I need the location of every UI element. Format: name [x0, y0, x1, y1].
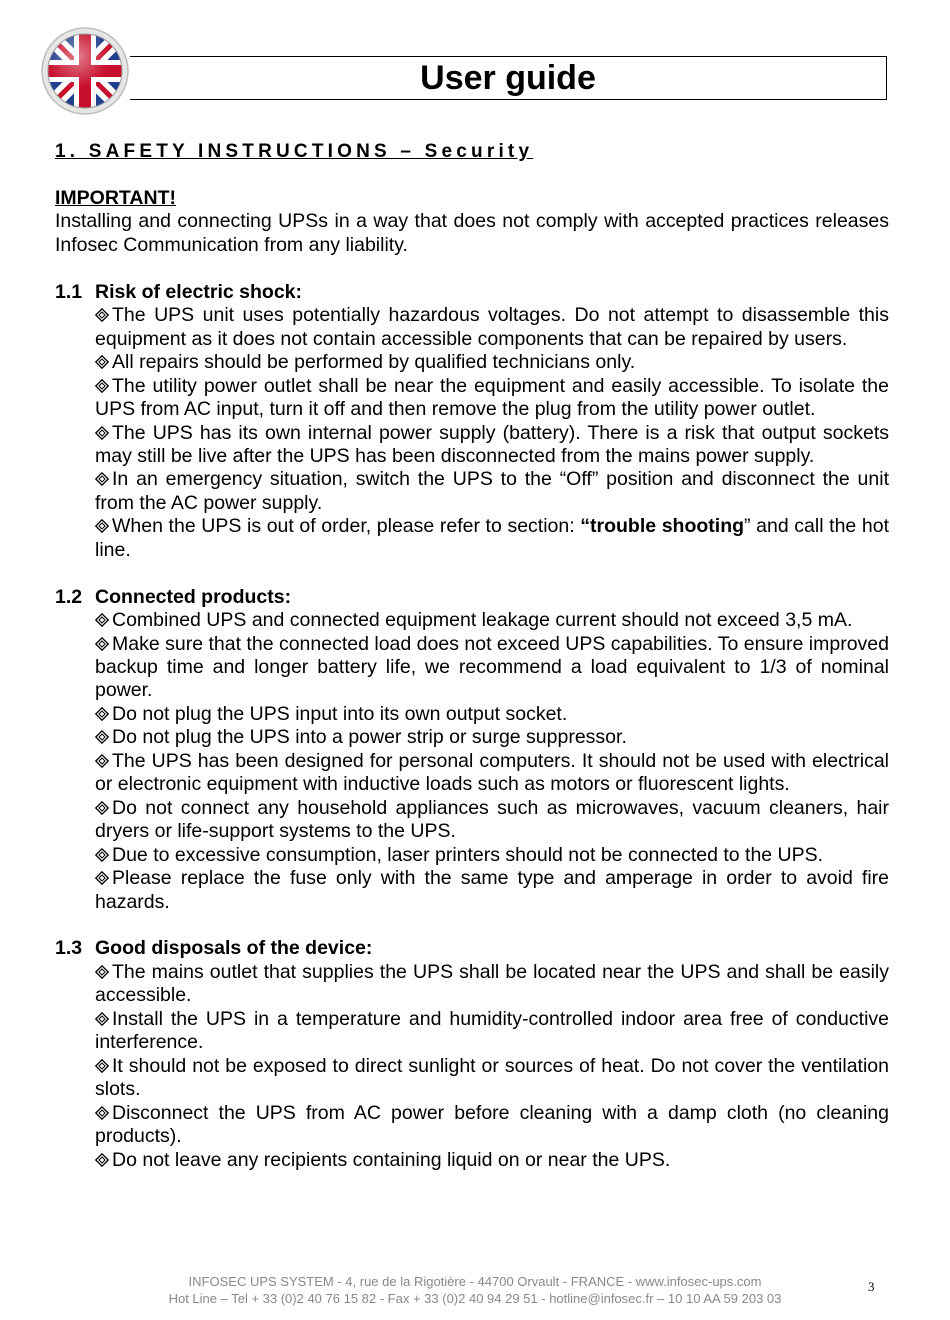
- bullet-text: In an emergency situation, switch the UPS to the “Off” position and disconnect the unit from the AC power supply.: [95, 468, 889, 514]
- bullet-text: All repairs should be performed by qualified technicians only.: [112, 351, 636, 374]
- diamond-bullet-icon: [95, 376, 109, 390]
- diamond-bullet-icon: [95, 469, 109, 483]
- important-text: Installing and connecting UPSs in a way that does not comply with accepted practices releases Infosec Communication from any liability.: [55, 210, 889, 256]
- uk-flag-icon: [40, 26, 130, 116]
- bullet-text: Combined UPS and connected equipment leakage current should not exceed 3,5 mA.: [112, 609, 853, 632]
- bullet-item: [95, 304, 889, 351]
- subsection-title: Risk of electric shock:: [95, 280, 302, 303]
- diamond-bullet-icon: [95, 751, 109, 765]
- bullet-text: Due to excessive consumption, laser printers should not be connected to the UPS.: [112, 843, 824, 866]
- page-title: User guide: [420, 58, 596, 97]
- section-heading: 1. SAFETY INSTRUCTIONS – Security: [55, 141, 534, 162]
- bullet-text: The utility power outlet shall be near the equipment and easily accessible. To isolate the UPS from AC input, turn it off and then remove the plug from the utility power outlet.: [95, 374, 889, 421]
- bullet-text: ” and call the hot line.: [95, 515, 889, 561]
- diamond-bullet-icon: [95, 352, 109, 366]
- title-box: [130, 56, 887, 100]
- bullet-text: The UPS unit uses potentially hazardous voltages. Do not attempt to disassemble this equipment as it does not contain accessible components that can be repaired by users.: [95, 304, 889, 350]
- page-number: 3: [868, 1279, 875, 1294]
- bullet-text: The mains outlet that supplies the UPS shall be located near the UPS and shall be easily accessible.: [95, 960, 889, 1007]
- bullet-item: [95, 1008, 889, 1055]
- subsection-number: 1.1: [55, 280, 83, 303]
- subsection-heading: [55, 586, 889, 609]
- bullet-item: [95, 515, 889, 562]
- diamond-bullet-icon: [95, 868, 109, 882]
- bullet-text: Install the UPS in a temperature and humidity-controlled indoor area free of conductive interference.: [95, 1007, 889, 1054]
- bullet-item: [95, 351, 889, 374]
- bullet-item: [95, 703, 889, 726]
- bullet-text: When the UPS is out of order, please refer to section:: [112, 515, 581, 538]
- bullet-item: [95, 961, 889, 1008]
- subsection-heading: [55, 281, 889, 304]
- footer-address: INFOSEC UPS SYSTEM - 4, rue de la Rigotière - 44700 Orvault - FRANCE - www.infosec-ups.com: [188, 1274, 762, 1289]
- subsections: [55, 281, 889, 1172]
- bullet-text: Make sure that the connected load does not exceed UPS capabilities. To ensure improved backup time and longer battery life, we recommend a load equivalent to 1/3 of nominal power.: [95, 632, 889, 702]
- bullet-item: [95, 1055, 889, 1102]
- bullet-list: [95, 304, 889, 562]
- bullet-item: [95, 468, 889, 515]
- bullet-text: The UPS has its own internal power supply (battery). There is a risk that output sockets may still be live after the UPS has been disconnected from the mains power supply.: [95, 421, 889, 467]
- diamond-bullet-icon: [95, 845, 109, 859]
- subsection-title: Good disposals of the device:: [95, 937, 373, 960]
- diamond-bullet-icon: [95, 798, 109, 812]
- subsection-title: Connected products:: [95, 585, 292, 608]
- bullet-item: [95, 422, 889, 469]
- diamond-bullet-icon: [95, 727, 109, 741]
- subsection-number: 1.3: [55, 937, 83, 960]
- bullet-text: Do not plug the UPS into a power strip or surge suppressor.: [112, 726, 627, 749]
- document-body: [55, 187, 889, 1172]
- diamond-bullet-icon: [95, 516, 109, 530]
- diamond-bullet-icon: [95, 1103, 109, 1117]
- bullet-item: [95, 867, 889, 914]
- bullet-text: The UPS has been designed for personal computers. It should not be used with electrical or electronic equipment with inductive loads such as motors or fluorescent lights.: [95, 749, 889, 796]
- footer-hotline: Hot Line – Tel + 33 (0)2 40 76 15 82 - Fax + 33 (0)2 40 94 29 51 - hotline@infosec.fr – 10 10 AA 59 203 03: [168, 1291, 782, 1306]
- bullet-item: [95, 726, 889, 749]
- diamond-bullet-icon: [95, 1056, 109, 1070]
- bullet-text: Do not leave any recipients containing liquid on or near the UPS.: [112, 1148, 671, 1171]
- bullet-text: Please replace the fuse only with the same type and amperage in order to avoid fire hazards.: [95, 867, 889, 913]
- diamond-bullet-icon: [95, 610, 109, 624]
- bullet-text: Disconnect the UPS from AC power before cleaning with a damp cloth (no cleaning products).: [95, 1101, 889, 1148]
- diamond-bullet-icon: [95, 1150, 109, 1164]
- diamond-bullet-icon: [95, 305, 109, 319]
- diamond-bullet-icon: [95, 962, 109, 976]
- bullet-item: [95, 633, 889, 703]
- footer: [0, 1273, 950, 1307]
- bullet-list: [95, 961, 889, 1172]
- bullet-item: [95, 1149, 889, 1172]
- diamond-bullet-icon: [95, 1009, 109, 1023]
- bullet-text-bold: “trouble shooting: [580, 515, 745, 538]
- bullet-item: [95, 750, 889, 797]
- diamond-bullet-icon: [95, 423, 109, 437]
- bullet-text: Do not connect any household appliances such as microwaves, vacuum cleaners, hair dryers or life-support systems to the UPS.: [95, 796, 889, 843]
- bullet-list: [95, 609, 889, 914]
- bullet-item: [95, 844, 889, 867]
- subsection-number: 1.2: [55, 585, 83, 608]
- bullet-item: [95, 1102, 889, 1149]
- diamond-bullet-icon: [95, 634, 109, 648]
- bullet-item: [95, 797, 889, 844]
- important-label: IMPORTANT!: [55, 187, 176, 209]
- bullet-item: [95, 609, 889, 632]
- bullet-text: It should not be exposed to direct sunlight or sources of heat. Do not cover the ventilation slots.: [95, 1054, 889, 1101]
- subsection-heading: [55, 937, 889, 960]
- bullet-item: [95, 375, 889, 422]
- bullet-text: Do not plug the UPS input into its own output socket.: [112, 702, 568, 725]
- diamond-bullet-icon: [95, 704, 109, 718]
